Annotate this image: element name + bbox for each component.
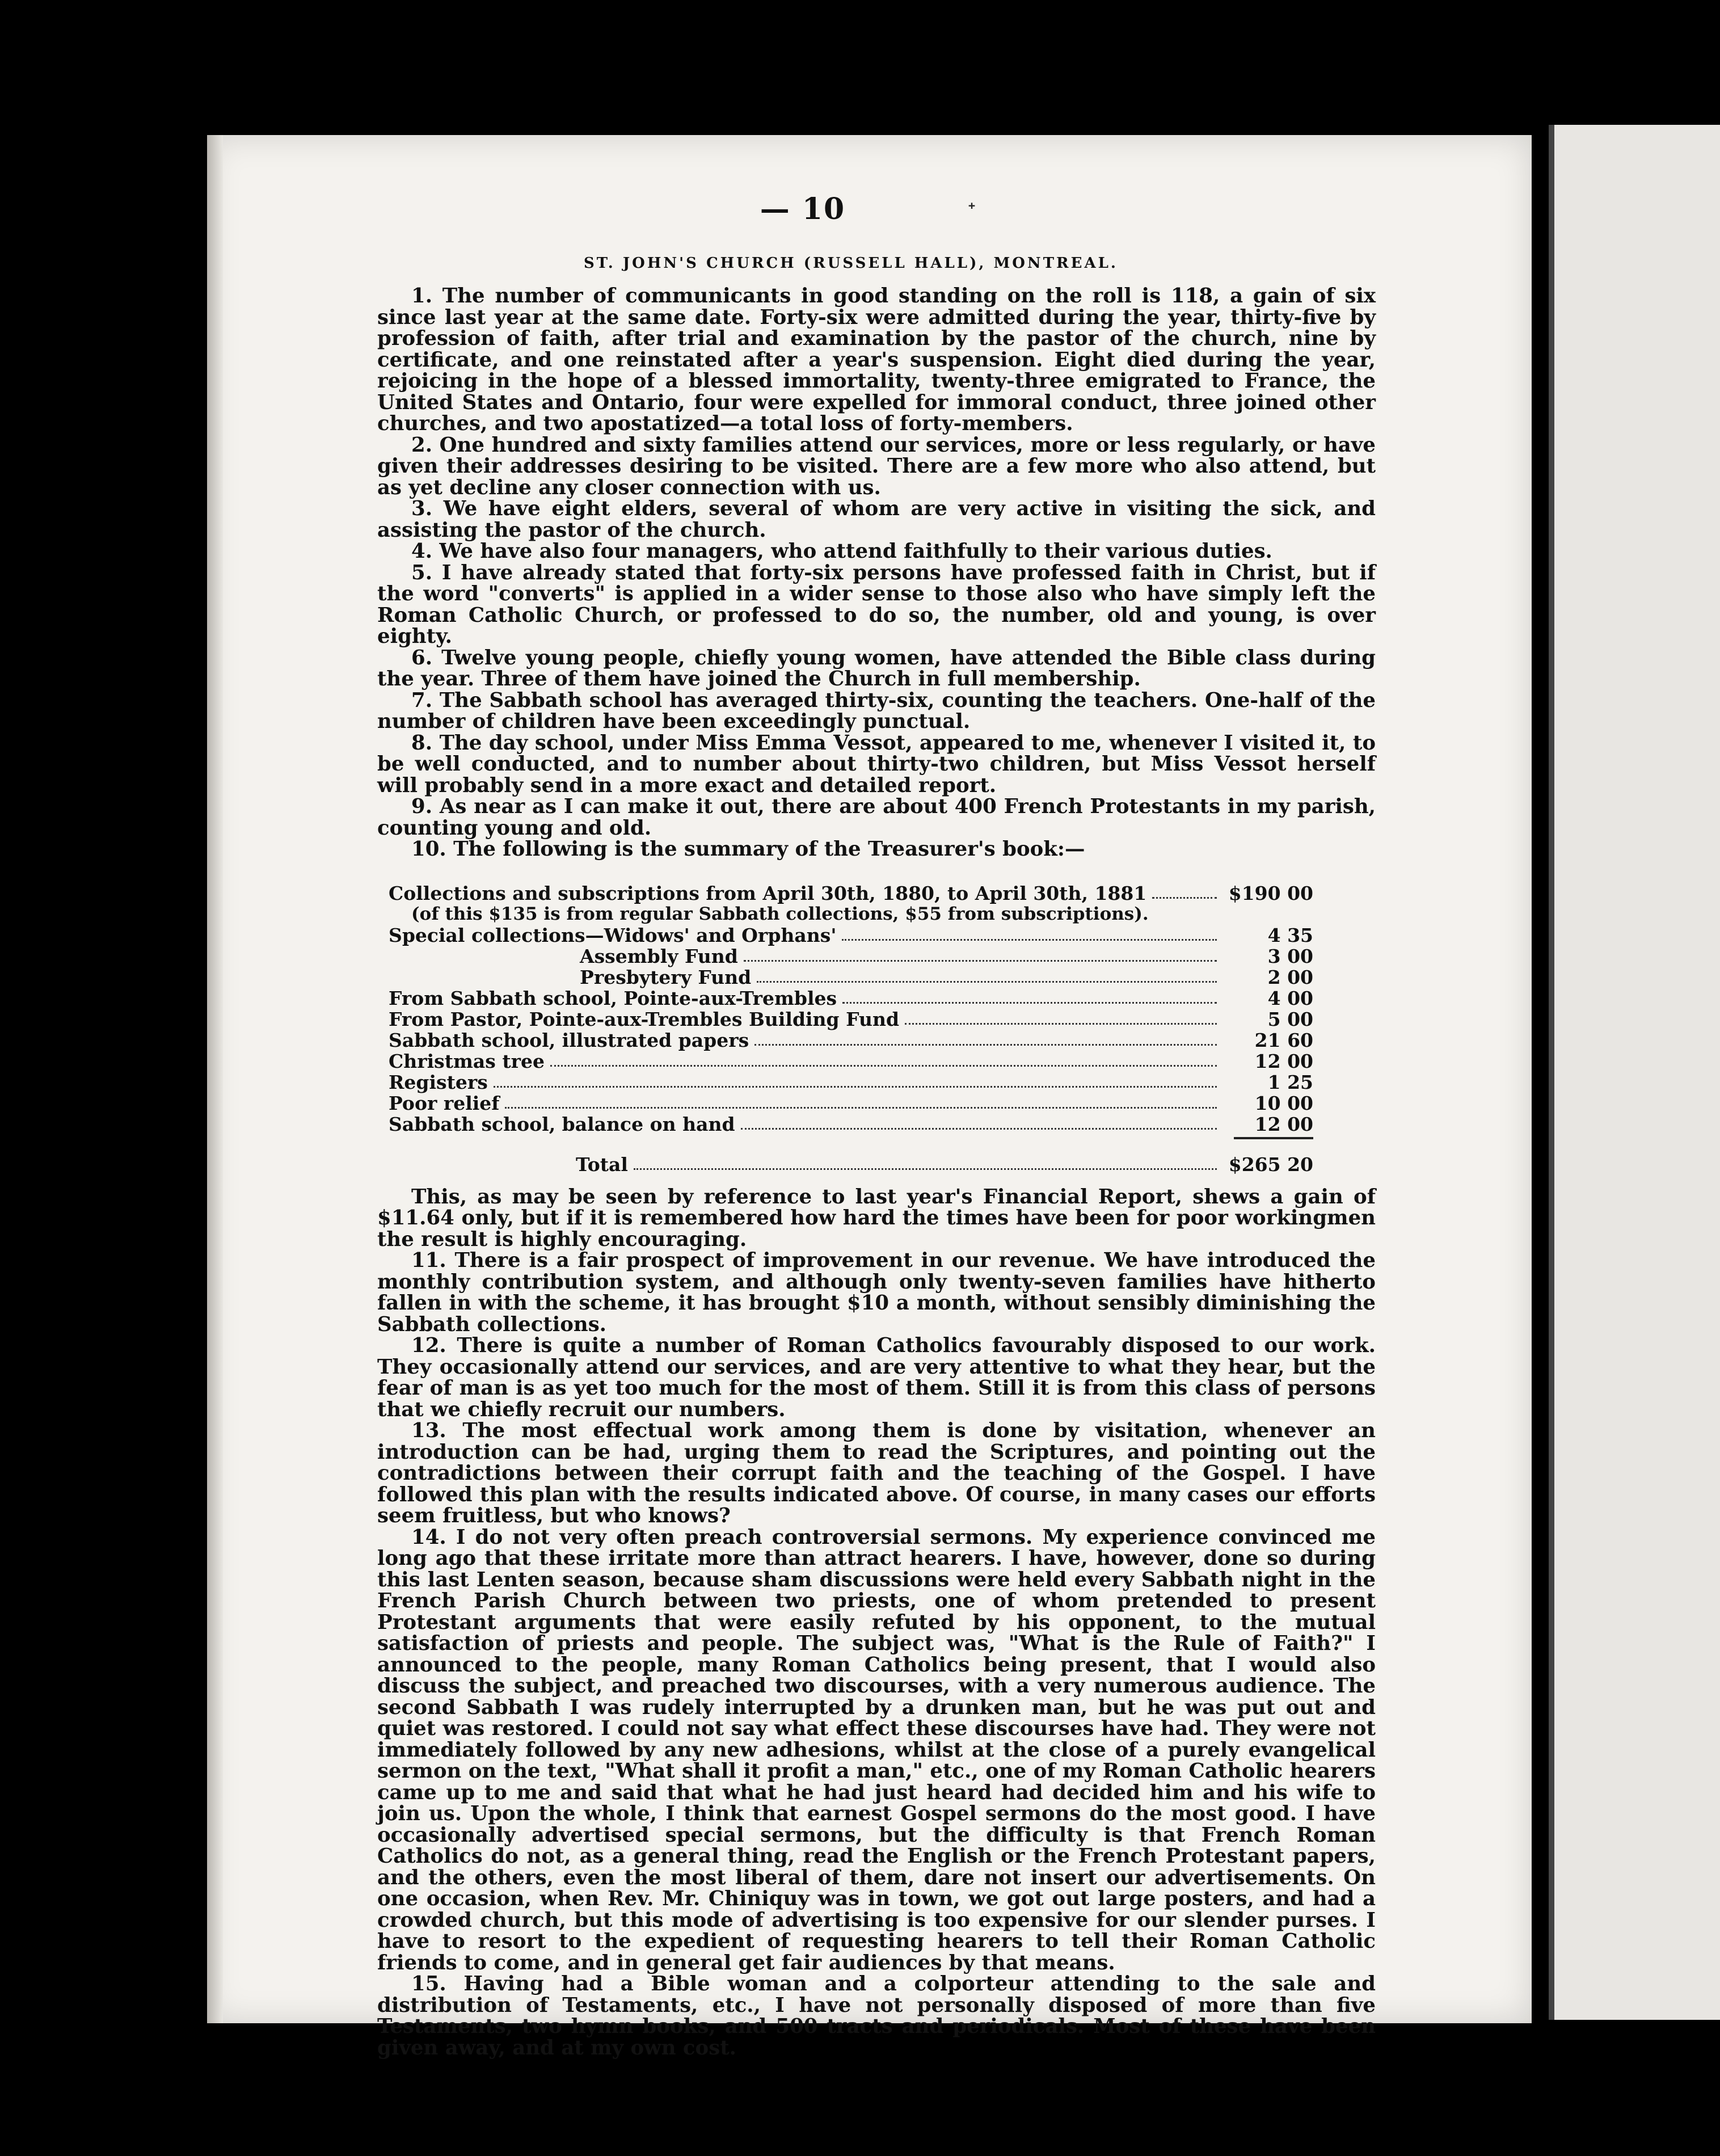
ledger-row: [377, 1072, 1313, 1093]
paragraph: 10. The following is the summary of the Treasurer's book:—: [411, 837, 1085, 861]
page-binding-edge: [207, 135, 223, 2023]
ledger-label: Collections and subscriptions from April 30th, 1880, to April 30th, 1881: [389, 882, 1147, 904]
scan-artifact: ᐩ: [967, 197, 976, 224]
ledger-label: From Sabbath school, Pointe-aux-Trembles: [389, 987, 837, 1009]
ledger-amount: 12 00: [1254, 1113, 1313, 1135]
ledger-row: [377, 988, 1313, 1009]
ledger-row: [377, 946, 1313, 967]
paragraph: This, as may be seen by reference to last year's Financial Report, shews a gain of $11.64 only, but if it is remembered how hard the times have been for poor workingmen the result is highly encouraging.: [377, 1185, 1376, 1251]
paragraph: 11. There is a fair prospect of improvement in our revenue. We have introduced the monthly contribution system, and although only twenty-seven families have hitherto fallen in with the scheme, it has brought $10 a month, without sensibly diminishing the Sabbath collections.: [377, 1249, 1376, 1336]
ledger-row: [377, 967, 1313, 988]
leader-dots: [634, 1168, 1217, 1170]
adjacent-page-border: [1549, 125, 1554, 2020]
ledger-label: Special collections—Widows' and Orphans': [389, 924, 837, 946]
paragraphs-after-ledger: [377, 1186, 1376, 2059]
leader-dots: [842, 1001, 1217, 1004]
ledger-label: Presbytery Fund: [580, 966, 752, 988]
adjacent-page-edge: [1549, 125, 1720, 2020]
ledger-row: [377, 1009, 1313, 1030]
ledger-label: Sabbath school, balance on hand: [389, 1113, 735, 1135]
page-number: — 10: [760, 192, 846, 226]
section-heading: ST. JOHN'S CHURCH (RUSSELL HALL), MONTREAL.: [584, 255, 1118, 272]
leader-dots: [757, 980, 1217, 983]
ledger-amount: 2 00: [1267, 966, 1313, 988]
page-content: [377, 192, 1376, 2058]
total-rule: [1234, 1137, 1313, 1139]
ledger-row: [377, 1051, 1313, 1072]
paragraph: 2. One hundred and sixty families attend our services, more or less regularly, or have given their addresses desiring to be visited. There are a few more who also attend, but as yet decline any closer connection with us.: [377, 433, 1376, 499]
leader-dots: [505, 1106, 1217, 1109]
paragraphs-before-ledger: [377, 285, 1376, 860]
ledger-amount: 4 00: [1267, 987, 1313, 1009]
ledger-amount: $190 00: [1228, 882, 1313, 904]
paragraph: 14. I do not very often preach controversial sermons. My experience convinced me long ago that these irritate more than attract hearers. I have, however, done so during this last Lenten season, because sham discussions were held every Sabbath night in the French Parish Church between two priests, one of whom pretended to present Protestant arguments that were easily refuted by his opponent, to the mutual satisfaction of priests and people. The subject was, "What is the Rule of Faith?" I announced to the people, many Roman Catholics being present, that I would also discuss the subject, and preached two discourses, with a very numerous audience. The second Sabbath I was rudely interrupted by a drunken man, but he was put out and quiet was restored. I could not say what effect these discourses have had. They were not immediately followed by any new adhesions, whilst at the close of a purely evangelical sermon on the text, "What shall it profit a man," etc., one of my Roman Catholic hearers came up to me and said that what he had just heard had decided him and his wife to join us. Upon the whole, I think that earnest Gospel sermons do the most good. I have occasionally advertised special sermons, but the difficulty is that French Roman Catholics do not, as a general thing, read the English or the French Protestant papers, and the others, even the most liberal of them, dare not insert our advertisements. On one occasion, when Rev. Mr. Chiniquy was in town, we got out large posters, and had a crowded church, but this mode of advertising is too expensive for our slender purses. I have to resort to the expedient of requesting hearers to tell their Roman Catholic friends to come, and in general get fair audiences by that means.: [377, 1525, 1376, 1974]
ledger-amount: 1 25: [1267, 1071, 1313, 1093]
document-page: [207, 135, 1532, 2060]
leader-dots: [905, 1022, 1217, 1025]
ledger-amount: 3 00: [1267, 945, 1313, 967]
ledger-row: [377, 1030, 1313, 1051]
ledger-amount: 21 60: [1254, 1029, 1313, 1051]
ledger-note: (of this $135 is from regular Sabbath collections, $55 from subscriptions).: [411, 903, 1149, 924]
ledger-label: Christmas tree: [389, 1050, 545, 1072]
ledger-label: Assembly Fund: [580, 945, 738, 967]
ledger-amount: 4 35: [1267, 924, 1313, 946]
leader-dots: [1152, 896, 1217, 899]
total-label: Total: [576, 1153, 628, 1176]
leader-dots: [741, 1127, 1217, 1130]
leader-dots: [494, 1085, 1217, 1088]
paragraph: 8. The day school, under Miss Emma Vessot, appeared to me, whenever I visited it, to be well conducted, and to number about thirty-two children, but Miss Vessot herself will probably send in a more exact and detailed report.: [377, 731, 1376, 797]
paragraph: 12. There is quite a number of Roman Catholics favourably disposed to our work. They occasionally attend our services, and are very attentive to what they hear, but the fear of man is as yet too much for the most of them. Still it is from this class of persons that we chiefly recruit our numbers.: [377, 1334, 1376, 1421]
paragraph: 1. The number of communicants in good standing on the roll is 118, a gain of six since last year at the same date. Forty-six were admitted during the year, thirty-five by profession of faith, after trial and examination by the pastor of the church, nine by certificate, and one reinstated after a year's suspension. Eight died during the year, rejoicing in the hope of a blessed immortality, twenty-three emigrated to France, the United States and Ontario, four were expelled for immoral conduct, three joined other churches, and two apostatized—a total loss of forty-members.: [377, 284, 1376, 435]
paragraph: 5. I have already stated that forty-six persons have professed faith in Christ, but if the word "converts" is applied in a wider sense to those also who have simply left the Roman Catholic Church, or professed to do so, the number, old and young, is over eighty.: [377, 561, 1376, 648]
ledger-row: [377, 925, 1313, 946]
ledger-label: From Pastor, Pointe-aux-Trembles Building Fund: [389, 1008, 900, 1030]
ledger-label: Registers: [389, 1071, 488, 1093]
paragraph: 4. We have also four managers, who attend faithfully to their various duties.: [411, 540, 1272, 563]
ledger-amount: 5 00: [1267, 1008, 1313, 1030]
leader-dots: [842, 938, 1217, 941]
ledger-row: [377, 1114, 1313, 1135]
paragraph: 15. Having had a Bible woman and a colporteur attending to the sale and distribution of Testaments, etc., I have not personally disposed of more than five Testaments, two hymn books, and 500 tracts and periodicals. Most of these have been given away, and at my own cost.: [377, 1972, 1376, 2060]
paragraph: 9. As near as I can make it out, there are about 400 French Protestants in my parish, counting young and old.: [377, 795, 1376, 840]
leader-dots: [754, 1043, 1217, 1046]
ledger-total-row: [377, 1154, 1313, 1175]
paragraph: 7. The Sabbath school has averaged thirty-six, counting the teachers. One-half of the number of children have been exceedingly punctual.: [377, 688, 1376, 733]
paragraph: 3. We have eight elders, several of whom are very active in visiting the sick, and assisting the pastor of the church.: [377, 497, 1376, 542]
total-amount: $265 20: [1228, 1153, 1313, 1176]
treasurer-ledger: [377, 883, 1313, 1175]
ledger-row: [377, 883, 1313, 904]
ledger-label: Sabbath school, illustrated papers: [389, 1029, 749, 1051]
ledger-amount: 10 00: [1254, 1092, 1313, 1114]
paragraph: 6. Twelve young people, chiefly young women, have attended the Bible class during the year. Three of them have joined the Church in full membership.: [377, 646, 1376, 690]
paragraph: 13. The most effectual work among them is done by visitation, whenever an introduction can be had, urging them to read the Scriptures, and pointing out the contradictions between their corrupt faith and the teaching of the Gospel. I have followed this plan with the results indicated above. Of course, in many cases our efforts seem fruitless, but who knows?: [377, 1419, 1376, 1527]
leader-dots: [550, 1064, 1217, 1067]
ledger-label: Poor relief: [389, 1092, 500, 1114]
ledger-amount: 12 00: [1254, 1050, 1313, 1072]
leader-dots: [744, 959, 1217, 962]
ledger-row: [377, 1093, 1313, 1114]
